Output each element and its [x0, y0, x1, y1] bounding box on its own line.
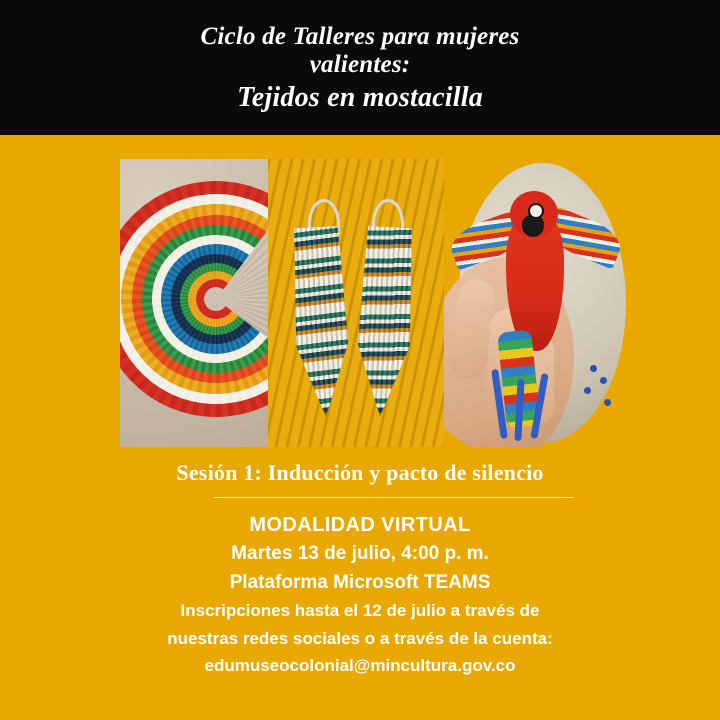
loose-bead-3: [584, 387, 591, 394]
event-platform: Plataforma Microsoft TEAMS: [229, 571, 491, 593]
event-details: [0, 510, 720, 597]
poster-header: [0, 0, 720, 135]
poster-body: [0, 135, 720, 720]
gallery-image-beaded-fringe-earrings: [268, 159, 444, 447]
loose-bead-2: [600, 377, 607, 384]
wood-grain-texture: [268, 159, 444, 447]
registration-line-1: Inscripciones hasta el 12 de julio a través de: [180, 601, 540, 620]
image-gallery: [120, 159, 626, 447]
registration-email: edumuseocolonial@mincultura.gov.co: [204, 656, 516, 676]
registration-line-2: nuestras redes sociales o a través de la cuenta:: [167, 628, 553, 648]
header-title-line1: Ciclo de Talleres para mujeres: [200, 22, 520, 50]
gallery-image-beaded-parrot-figure: [444, 159, 626, 447]
gallery-image-rainbow-beaded-collar: [120, 159, 268, 447]
header-title-line2: valientes:: [309, 50, 411, 78]
header-subtitle: Tejidos en mostacilla: [237, 81, 483, 113]
modality-label: MODALIDAD VIRTUAL: [249, 514, 471, 536]
divider: [214, 497, 574, 498]
collar-arc: [120, 181, 268, 417]
loose-bead-4: [604, 399, 611, 406]
parrot-eye: [528, 203, 544, 219]
registration-info: [0, 597, 720, 680]
session-title: Sesión 1: Inducción y pacto de silencio: [176, 460, 544, 485]
loose-bead-1: [590, 365, 597, 372]
event-datetime: Martes 13 de julio, 4:00 p. m.: [231, 543, 489, 564]
